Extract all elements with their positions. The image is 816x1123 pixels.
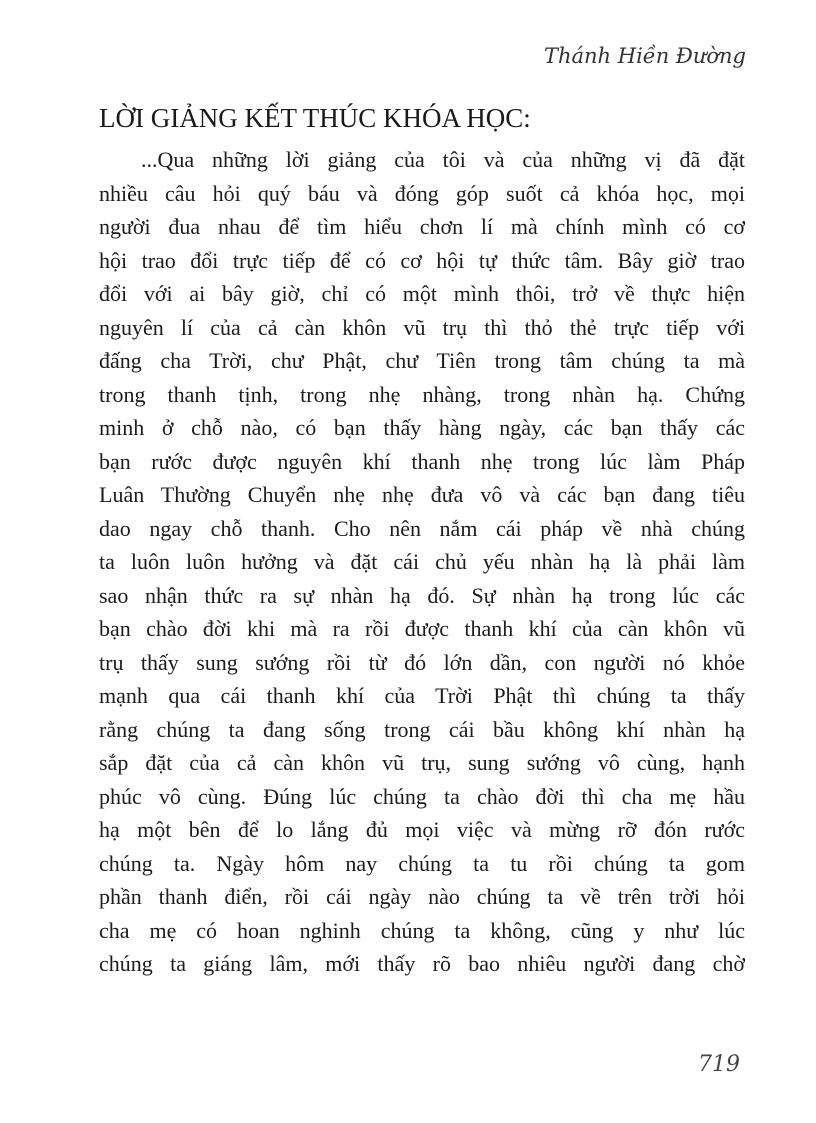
text-line: rằng chúng ta đang sống trong cái bầu không khí nhàn hạ — [99, 716, 745, 742]
text-line: cha mẹ có hoan nghinh chúng ta không, cũng y như lúc — [99, 917, 745, 943]
running-header: Thánh Hiền Đường — [543, 44, 746, 68]
text-line: nhiều câu hỏi quý báu và đóng góp suốt cả khóa học, mọi — [99, 180, 745, 206]
text-line: sao nhận thức ra sự nhàn hạ đó. Sự nhàn hạ trong lúc các — [99, 582, 745, 608]
text-line: Luân Thường Chuyển nhẹ nhẹ đưa vô và các bạn đang tiêu — [99, 482, 745, 507]
page-number: 719 — [698, 1052, 740, 1077]
text-line: dao ngay chỗ thanh. Cho nên nắm cái pháp về nhà chúng — [99, 515, 745, 541]
text-line: hội trao đổi trực tiếp để có cơ hội tự thức tâm. Bây giờ trao — [99, 247, 745, 273]
text-line: chúng ta. Ngày hôm nay chúng ta tu rồi chúng ta gom — [99, 850, 745, 876]
text-line: hạ một bên để lo lắng đủ mọi việc và mừng rỡ đón rước — [99, 817, 745, 842]
body-text — [99, 143, 745, 981]
text-line: chúng ta giáng lâm, mới thấy rõ bao nhiêu người đang chờ — [99, 951, 745, 976]
text-line: bạn rước được nguyên khí thanh nhẹ trong lúc làm Pháp — [99, 448, 745, 474]
text-line: người đua nhau để tìm hiểu chơn lí mà chính mình có cơ — [99, 214, 745, 239]
text-line: phần thanh điển, rồi cái ngày nào chúng ta về trên trời hỏi — [99, 884, 745, 909]
text-line: ta luôn luôn hưởng và đặt cái chủ yếu nhàn hạ là phải làm — [99, 549, 745, 574]
section-title: LỜI GIẢNG KẾT THÚC KHÓA HỌC: — [99, 103, 531, 133]
text-line: ...Qua những lời giảng của tôi và của những vị đã đặt — [141, 147, 745, 172]
text-line: đấng cha Trời, chư Phật, chư Tiên trong tâm chúng ta mà — [99, 348, 745, 373]
text-line: nguyên lí của cả càn khôn vũ trụ thì thỏ thẻ trực tiếp với — [99, 314, 745, 340]
text-line: sắp đặt của cả càn khôn vũ trụ, sung sướng vô cùng, hạnh — [99, 750, 745, 775]
text-line: trụ thấy sung sướng rồi từ đó lớn dần, con người nó khỏe — [99, 649, 745, 675]
text-line: đổi với ai bây giờ, chỉ có một mình thôi, trở về thực hiện — [99, 281, 745, 306]
text-line: minh ở chỗ nào, có bạn thấy hàng ngày, các bạn thấy các — [99, 415, 745, 440]
text-line: mạnh qua cái thanh khí của Trời Phật thì chúng ta thấy — [99, 683, 745, 708]
text-line: bạn chào đời khi mà ra rồi được thanh khí của càn khôn vũ — [99, 616, 745, 641]
text-line: phúc vô cùng. Đúng lúc chúng ta chào đời thì cha mẹ hầu — [99, 783, 745, 809]
text-line: trong thanh tịnh, trong nhẹ nhàng, trong nhàn hạ. Chứng — [99, 381, 745, 407]
